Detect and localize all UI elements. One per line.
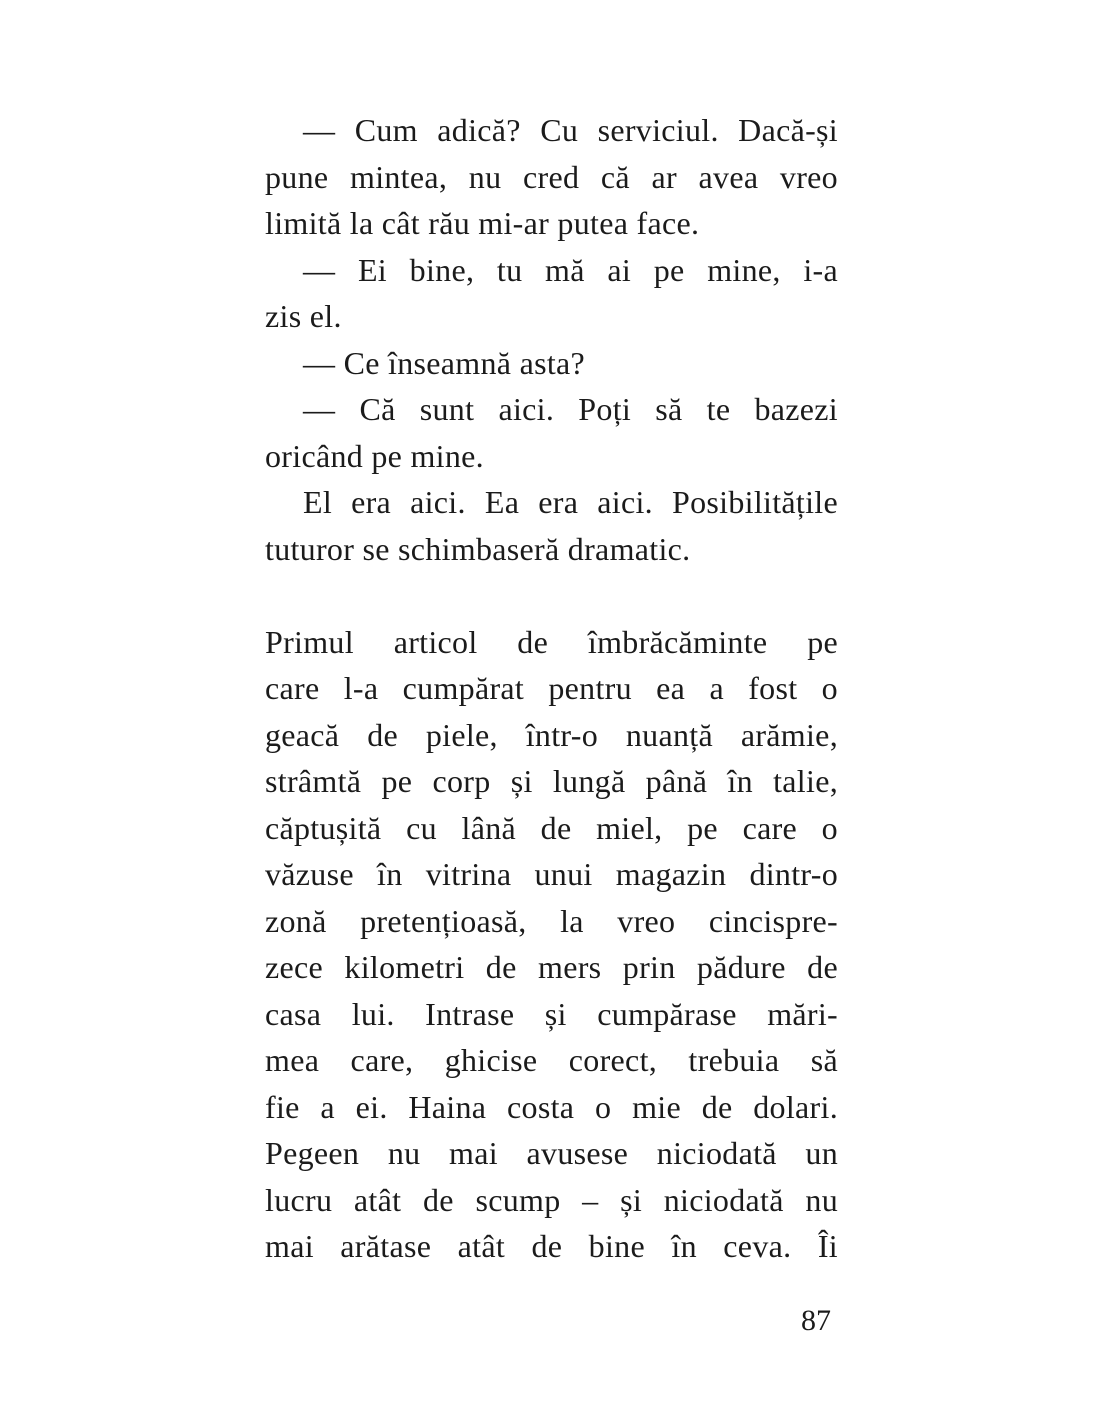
text-line: — Cum adică? Cu serviciul. Dacă-și bbox=[303, 112, 838, 148]
text-block bbox=[265, 107, 838, 1270]
text-line: geacă de piele, într-o nuanță arămie, bbox=[265, 716, 838, 753]
text-line: tuturor se schimbaseră dramatic. bbox=[265, 530, 691, 567]
text-line: oricând pe mine. bbox=[265, 437, 484, 474]
text-line: văzuse în vitrina unui magazin dintr-o bbox=[265, 856, 838, 892]
page-number: 87 bbox=[801, 1304, 831, 1337]
text-line: mai arătase atât de bine în ceva. Îi bbox=[265, 1228, 838, 1264]
text-line: zis el. bbox=[265, 298, 342, 334]
paragraph bbox=[265, 386, 838, 479]
text-line: mea care, ghicise corect, trebuia să bbox=[265, 1042, 838, 1078]
text-line: — Ce înseamnă asta? bbox=[303, 344, 586, 381]
paragraph bbox=[265, 107, 838, 247]
paragraph bbox=[265, 340, 838, 387]
text-line: care l-a cumpărat pentru ea a fost o bbox=[265, 670, 838, 706]
text-line: limită la cât rău mi-ar putea face. bbox=[265, 205, 700, 241]
text-line: zonă pretențioasă, la vreo cincispre- bbox=[265, 902, 838, 939]
text-line: Pegeen nu mai avusese niciodată un bbox=[265, 1135, 838, 1171]
text-line: lucru atât de scump – și niciodată nu bbox=[265, 1181, 838, 1218]
text-line: strâmtă pe corp și lungă până în talie, bbox=[265, 763, 838, 799]
text-line: fie a ei. Haina costa o mie de dolari. bbox=[265, 1088, 838, 1125]
text-line: — Ei bine, tu mă ai pe mine, i-a bbox=[303, 251, 838, 288]
text-line: Primul articol de îmbrăcăminte pe bbox=[265, 623, 838, 660]
text-line: pune mintea, nu cred că ar avea vreo bbox=[265, 158, 838, 195]
text-line: zece kilometri de mers prin pădure de bbox=[265, 949, 838, 985]
text-line: — Că sunt aici. Poți să te bazezi bbox=[303, 391, 838, 427]
text-line: casa lui. Intrase și cumpărase mări- bbox=[265, 995, 838, 1032]
paragraph bbox=[265, 619, 838, 1270]
paragraph bbox=[265, 479, 838, 572]
text-line: căptușită cu lână de miel, pe care o bbox=[265, 809, 838, 846]
paragraph bbox=[265, 247, 838, 340]
text-line: El era aici. Ea era aici. Posibilitățile bbox=[303, 484, 838, 520]
